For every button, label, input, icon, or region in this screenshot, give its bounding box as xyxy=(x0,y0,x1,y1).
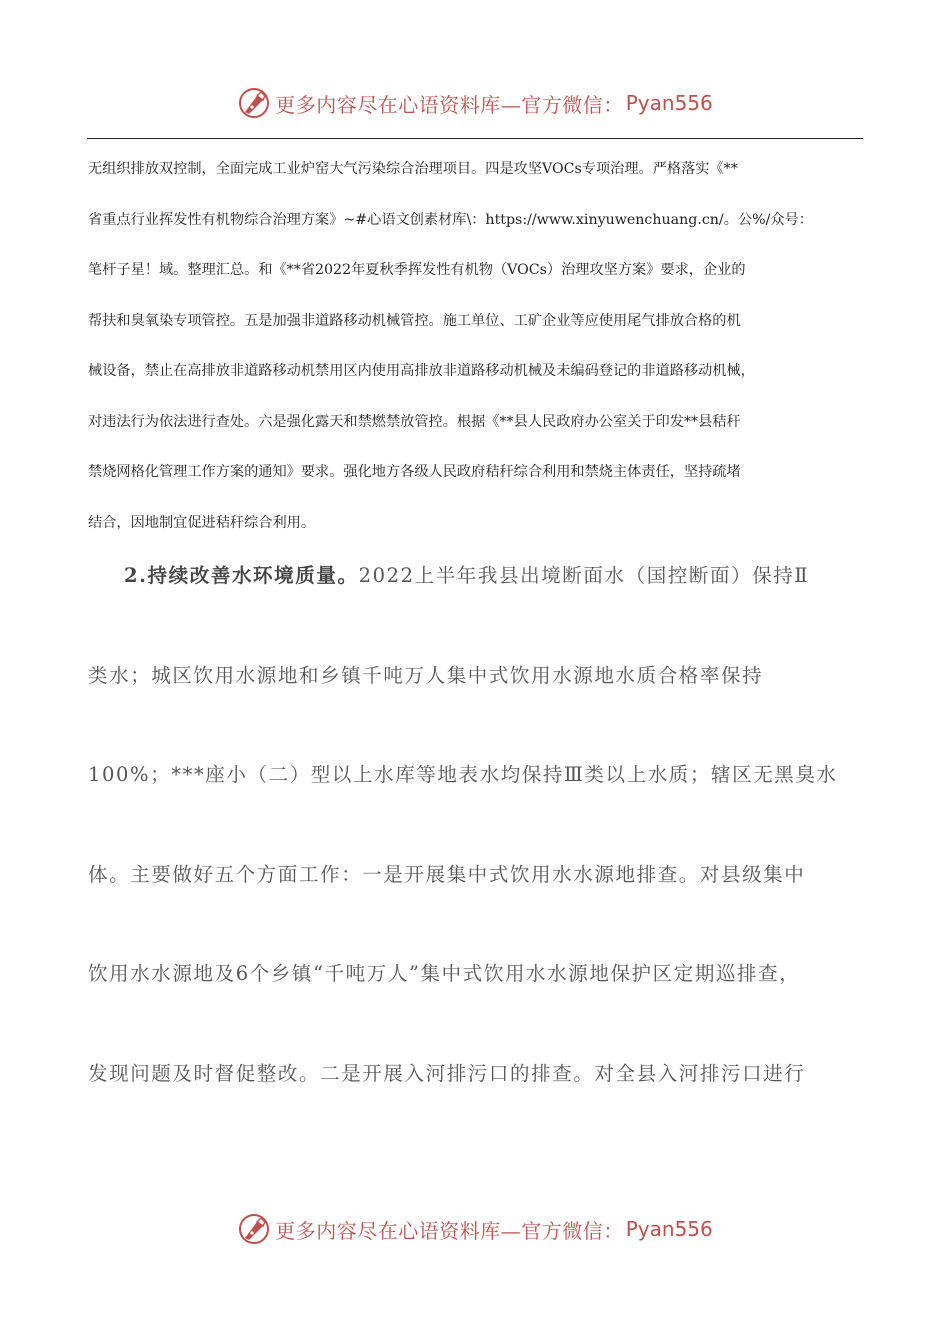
text-line: 禁烧网格化管理工作方案的通知》要求。强化地方各级人民政府秸秆综合利用和禁烧主体责任，坚持疏堵 xyxy=(88,464,741,480)
wechat-id: Pyan556 xyxy=(625,1217,713,1241)
pen-nib-logo-icon xyxy=(237,1212,271,1246)
text-line: 省重点行业挥发性有机物综合治理方案》~#心语文创素材库\：https://www.xinyuwenchuang.cn/。公%/众号： xyxy=(88,211,813,228)
header-banner xyxy=(0,83,950,123)
pen-nib-logo-icon xyxy=(237,86,271,120)
text-line: 100%；***座小（二）型以上水库等地表水均保持Ⅲ类以上水质；辖区无黑臭水 xyxy=(88,763,838,786)
text-line: 帮扶和臭氧染专项管控。五是加强非道路移动机械管控。施工单位、工矿企业等应使用尾气排放合格的机 xyxy=(88,312,741,329)
text-line: 结合，因地制宜促进秸秆综合利用。 xyxy=(88,514,316,531)
text-line: 饮用水水源地及6个乡镇“千吨万人”集中式饮用水水源地保护区定期巡排查， xyxy=(88,962,801,985)
text-line: 发现问题及时督促整改。二是开展入河排污口的排查。对全县入河排污口进行 xyxy=(88,1061,806,1085)
text-line-content: 2022上半年我县出境断面水（国控断面）保持Ⅱ xyxy=(358,564,810,587)
large-paragraph xyxy=(88,556,858,1153)
text-line: 无组织排放双控制，全面完成工业炉窑大气污染综合治理项目。四是攻坚VOCs专项治理。严格落实《** xyxy=(88,161,738,177)
text-line: 械设备，禁止在高排放非道路移动机禁用区内使用高排放非道路移动机械及未编码登记的非道路移动机械， xyxy=(88,363,755,379)
text-line: 体。主要做好五个方面工作：一是开展集中式饮用水水源地排查。对县级集中 xyxy=(88,862,806,886)
text-line: 笔杆子星！域。整理汇总。和《**省2022年夏秋季挥发性有机物（VOCs）治理攻坚方案》要求，企业的 xyxy=(88,262,746,278)
wechat-id: Pyan556 xyxy=(625,91,713,115)
text-line xyxy=(88,556,858,656)
banner-text: 更多内容尽在心语资料库—官方微信： xyxy=(275,1218,624,1243)
footer-banner xyxy=(0,1209,950,1249)
small-paragraph xyxy=(88,144,868,548)
text-line: 对违法行为依法进行查处。六是强化露天和禁燃禁放管控。根据《**县人民政府办公室关于印发**县秸秆 xyxy=(88,413,741,430)
text-line: 类水；城区饮用水源地和乡镇千吨万人集中式饮用水源地水质合格率保持 xyxy=(88,663,764,687)
header-divider xyxy=(87,138,863,139)
section-heading: 2.持续改善水环境质量。 xyxy=(124,564,359,587)
banner-text: 更多内容尽在心语资料库—官方微信： xyxy=(275,92,624,117)
